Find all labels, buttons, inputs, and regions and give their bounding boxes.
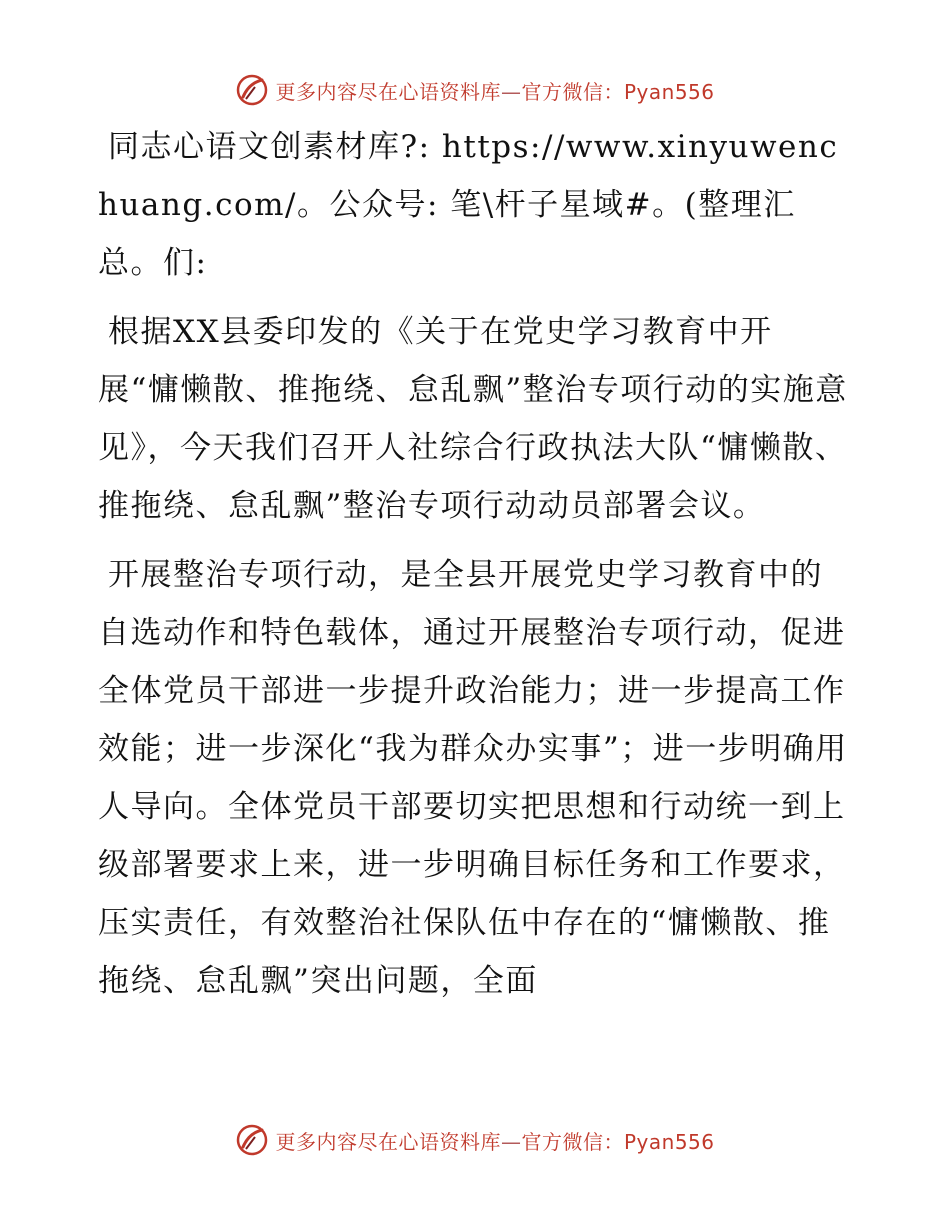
paragraph-intro: 同志心语文创素材库?: https://www.xinyuwenchuang.com/。公众号: 笔\杆子星域#。(整理汇总。们: [98, 129, 839, 281]
watermark-text [275, 1126, 714, 1155]
watermark-wechat-id: Pyan556 [623, 79, 715, 104]
brush-seal-icon [235, 73, 269, 107]
paragraph-action: 开展整治专项行动，是全县开展党史学习教育中的自选动作和特色载体，通过开展整治专项行动，促进全体党员干部进一步提升政治能力；进一步提高工作效能；进一步深化“我为群众办实事”；进一步明确用人导向。全体党员干部要切实把思想和行动统一到上级部署要求上来，进一步明确目标任务和工作要求，压实责任，有效整治社保队伍中存在的“慵懒散、推拖绕、怠乱飘”突出问题，全面 [98, 557, 848, 999]
watermark-dash: — [500, 79, 522, 104]
header-watermark-banner [0, 70, 950, 110]
watermark-wechat-id: Pyan556 [623, 1129, 715, 1154]
brush-seal-icon [235, 1123, 269, 1157]
document-body [98, 118, 850, 1021]
footer-watermark-banner [0, 1120, 950, 1160]
watermark-main: 更多内容尽在心语资料库 [275, 79, 501, 104]
watermark-text [275, 76, 714, 105]
paragraph-meeting: 根据XX县委印发的《关于在党史学习教育中开展“慵懒散、推拖绕、怠乱飘”整治专项行动的实施意见》，今天我们召开人社综合行政执法大队“慵懒散、推拖绕、怠乱飘”整治专项行动动员部署会议。 [98, 314, 848, 524]
watermark-label: 官方微信： [521, 1129, 624, 1154]
watermark-main: 更多内容尽在心语资料库 [275, 1129, 501, 1154]
watermark-label: 官方微信： [521, 79, 624, 104]
watermark-dash: — [500, 1129, 522, 1154]
